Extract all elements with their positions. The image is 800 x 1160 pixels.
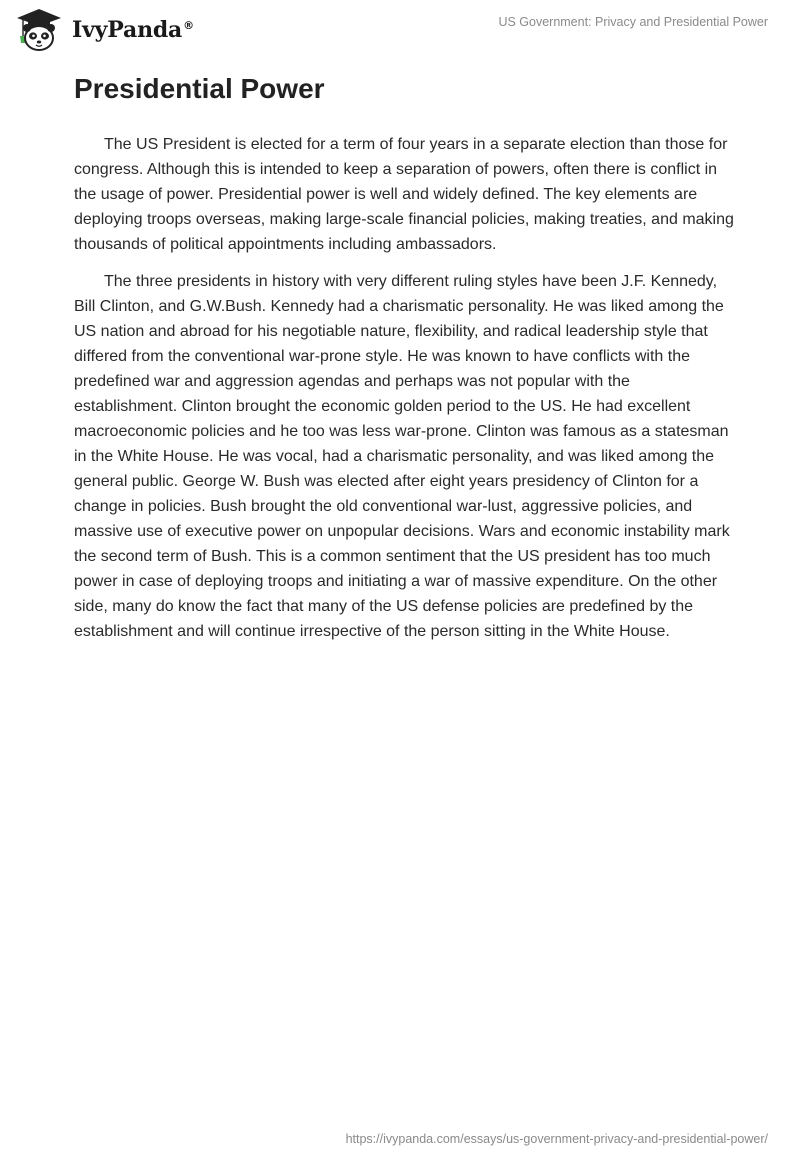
essay-body [74, 132, 734, 656]
ivypanda-logo[interactable] [14, 8, 194, 52]
registered-mark: ® [183, 18, 194, 32]
page-title: Presidential Power [74, 73, 325, 104]
document-title: US Government: Privacy and Presidential Power [498, 15, 768, 29]
brand-name: IvyPanda® [72, 17, 194, 43]
paragraph-2: The three presidents in history with very different ruling styles have been J.F. Kennedy, Bill Clinton, and G.W.Bush. Kennedy had a charismatic personality. He was liked among the US nation and abroad for his negotiable nature, flexibility, and radical leadership style that differed from the conventional war-prone style. He was known to have conflicts with the predefined war and aggression agendas and perhaps was not popular with the establishment. Clinton brought the economic golden period to the US. He had excellent macroeconomic policies and he too was less war-prone. Clinton was famous as a statesman in the White House. He was vocal, had a charismatic personality, and was liked among the general public. George W. Bush was elected after eight years presidency of Clinton for a change in policies. Bush brought the old conventional war-lust, aggressive policies, and massive use of executive power on unpopular decisions. Wars and economic instability mark the second term of Bush. This is a common sentiment that the US president has too much power in case of deploying troops and initiating a war of massive expenditure. On the other side, many do know the fact that many of the US defense policies are predefined by the establishment and will continue irrespective of the person sitting in the White House. [74, 273, 730, 640]
paragraph-1: The US President is elected for a term of four years in a separate election than those for congress. Although this is intended to keep a separation of powers, often there is conflict in the usage of power. Presidential power is well and widely defined. The key elements are deploying troops overseas, making large-scale financial policies, making treaties, and making thousands of political appointments including ambassadors. [74, 136, 734, 253]
source-url-link[interactable]: https://ivypanda.com/essays/us-government-privacy-and-presidential-power/ [345, 1132, 768, 1146]
panda-graduation-cap-icon [14, 7, 64, 53]
page-header [0, 0, 800, 60]
